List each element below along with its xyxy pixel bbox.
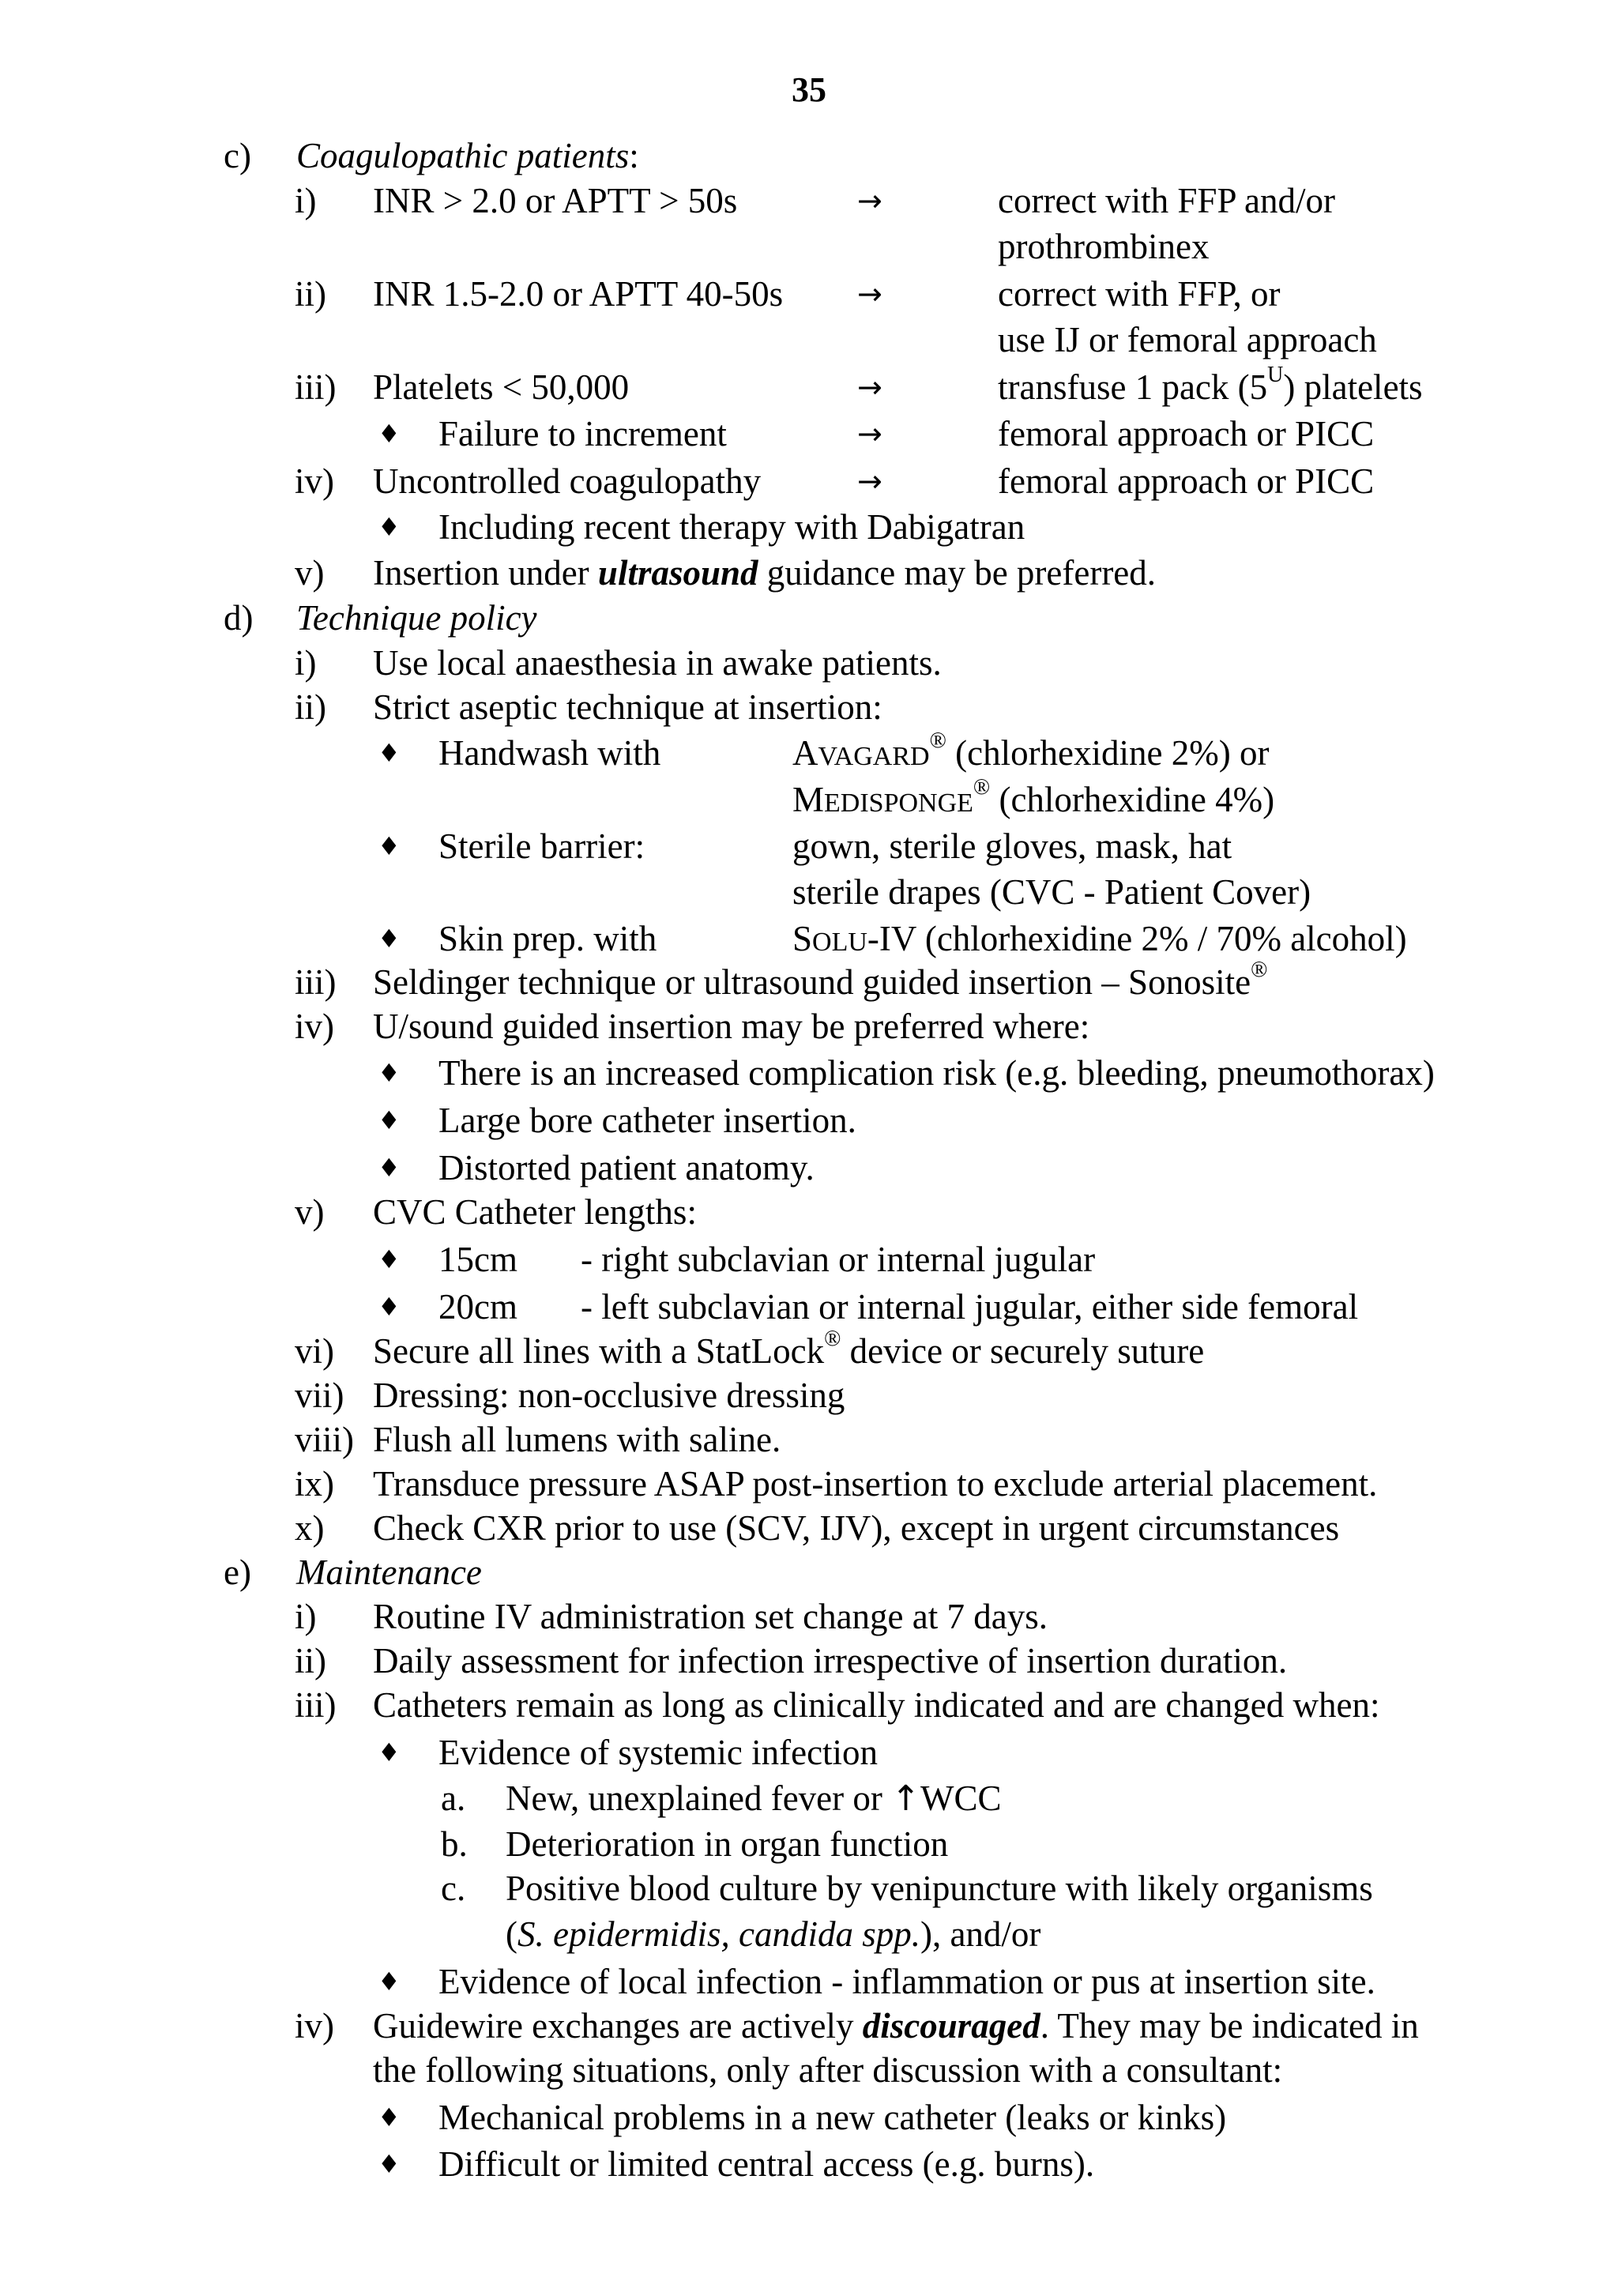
right-arrow-icon: → bbox=[857, 416, 882, 451]
diamond-bullet-icon: ♦ bbox=[378, 1737, 401, 1767]
right-arrow-icon: → bbox=[857, 183, 882, 218]
diamond-bullet-icon: ♦ bbox=[378, 831, 401, 861]
bullet-item: ♦ Sterile barrier: gown, sterile gloves, mask, hat bbox=[0, 823, 1618, 869]
section-e-heading bbox=[0, 1549, 1618, 1595]
section-c-heading bbox=[0, 133, 1618, 179]
diamond-bullet-icon: ♦ bbox=[378, 924, 401, 954]
list-item: vi) Secure all lines with a StatLock® device or securely suture bbox=[295, 1327, 1205, 1371]
list-item: v) Insertion under ultrasound guidance may be preferred. bbox=[295, 553, 1157, 593]
section-d-label: d) bbox=[224, 598, 254, 638]
bullet-item: ♦ 15cm - right subclavian or internal jugular bbox=[0, 1236, 1618, 1282]
bullet-item: ♦ Handwash with AVAGARD® (chlorhexidine 2%) or bbox=[0, 730, 1618, 776]
list-item: i) Routine IV administration set change at 7 days. bbox=[295, 1597, 1048, 1636]
list-item-continuation: the following situations, only after discussion with a consultant: bbox=[373, 2050, 1283, 2090]
bullet-item-continuation: sterile drapes (CVC - Patient Cover) bbox=[792, 872, 1311, 912]
sub-list-item: b. Deterioration in organ function bbox=[441, 1824, 949, 1864]
bullet-item: ♦ Including recent therapy with Dabigatran bbox=[0, 504, 1618, 550]
list-item: iii) Catheters remain as long as clinically indicated and are changed when: bbox=[295, 1685, 1380, 1725]
sub-list-item: a. New, unexplained fever or ↑WCC bbox=[441, 1778, 1002, 1819]
list-item: ii) INR 1.5-2.0 or APTT 40-50s → correct with FFP, or bbox=[0, 271, 1618, 317]
list-item: iii) Platelets < 50,000 → transfuse 1 pack $(5^U)$ platelets bbox=[0, 364, 1618, 410]
list-item: x) Check CXR prior to use (SCV, IJV), except in urgent circumstances bbox=[295, 1508, 1340, 1548]
sub-list-item: c. Positive blood culture by venipuncture with likely organisms bbox=[441, 1869, 1373, 1908]
list-item: iv) Guidewire exchanges are actively discouraged. They may be indicated in bbox=[295, 2006, 1419, 2046]
section-c-title: Coagulopathic patients: bbox=[296, 136, 639, 175]
section-e-title: Maintenance bbox=[296, 1553, 482, 1592]
diamond-bullet-icon: ♦ bbox=[378, 419, 401, 449]
bullet-item: ♦ Difficult or limited central access (e.g. burns). bbox=[0, 2141, 1618, 2187]
sub-list-item-continuation: (S. epidermidis, candida spp.), and/or bbox=[506, 1914, 1041, 1954]
diamond-bullet-icon: ♦ bbox=[378, 1058, 401, 1088]
list-item-continuation: prothrombinex bbox=[998, 227, 1210, 266]
section-c-label: c) bbox=[224, 136, 251, 175]
section-e-label: e) bbox=[224, 1553, 251, 1592]
diamond-bullet-icon: ♦ bbox=[378, 2102, 401, 2132]
list-item: i) Use local anaesthesia in awake patients. bbox=[295, 643, 942, 683]
bullet-item: ♦ Large bore catheter insertion. bbox=[0, 1097, 1618, 1143]
diamond-bullet-icon: ♦ bbox=[378, 1967, 401, 1997]
section-d-title: Technique policy bbox=[296, 598, 537, 638]
diamond-bullet-icon: ♦ bbox=[378, 2149, 401, 2179]
list-item: v) CVC Catheter lengths: bbox=[295, 1192, 697, 1232]
bullet-item: ♦ Distorted patient anatomy. bbox=[0, 1145, 1618, 1191]
list-item: ix) Transduce pressure ASAP post-insertion to exclude arterial placement. bbox=[295, 1464, 1378, 1504]
right-arrow-icon: → bbox=[857, 277, 882, 311]
bullet-item-continuation: MEDISPONGE® (chlorhexidine 4%) bbox=[792, 775, 1275, 819]
diamond-bullet-icon: ♦ bbox=[378, 1244, 401, 1274]
bullet-item: ♦ Skin prep. with SOLU-IV (chlorhexidine 2% / 70% alcohol) bbox=[0, 916, 1618, 962]
list-item: i) INR > 2.0 or APTT > 50s → correct with FFP and/or bbox=[0, 178, 1618, 224]
bullet-item: ♦ Evidence of systemic infection bbox=[0, 1730, 1618, 1775]
list-item: ii) Strict aseptic technique at insertion: bbox=[295, 687, 882, 727]
page-number: 35 bbox=[792, 70, 826, 109]
list-item: viii) Flush all lumens with saline. bbox=[295, 1420, 781, 1459]
bullet-item: ♦ There is an increased complication risk (e.g. bleeding, pneumothorax) bbox=[0, 1050, 1618, 1096]
section-d-heading bbox=[0, 595, 1618, 641]
list-item: vii) Dressing: non-occlusive dressing bbox=[295, 1376, 845, 1415]
diamond-bullet-icon: ♦ bbox=[378, 1292, 401, 1322]
bullet-item: ♦ Failure to increment → femoral approach or PICC bbox=[0, 411, 1618, 457]
right-arrow-icon: → bbox=[857, 370, 882, 405]
list-item: ii) Daily assessment for infection irrespective of insertion duration. bbox=[295, 1641, 1288, 1681]
bullet-item: ♦ Evidence of local infection - inflammation or pus at insertion site. bbox=[0, 1959, 1618, 2004]
diamond-bullet-icon: ♦ bbox=[378, 738, 401, 768]
list-item-continuation: use IJ or femoral approach bbox=[998, 320, 1377, 359]
list-item: iv) Uncontrolled coagulopathy → femoral approach or PICC bbox=[0, 458, 1618, 504]
right-arrow-icon: → bbox=[857, 464, 882, 499]
list-item: iii) Seldinger technique or ultrasound guided insertion – Sonosite® bbox=[295, 958, 1268, 1002]
bullet-item: ♦ Mechanical problems in a new catheter (leaks or kinks) bbox=[0, 2095, 1618, 2140]
diamond-bullet-icon: ♦ bbox=[378, 1105, 401, 1135]
bullet-item: ♦ 20cm - left subclavian or internal jugular, either side femoral bbox=[0, 1284, 1618, 1330]
diamond-bullet-icon: ♦ bbox=[378, 1153, 401, 1183]
up-arrow-icon: ↑ bbox=[891, 1778, 920, 1819]
diamond-bullet-icon: ♦ bbox=[378, 512, 401, 542]
list-item: iv) U/sound guided insertion may be preferred where: bbox=[295, 1007, 1090, 1046]
